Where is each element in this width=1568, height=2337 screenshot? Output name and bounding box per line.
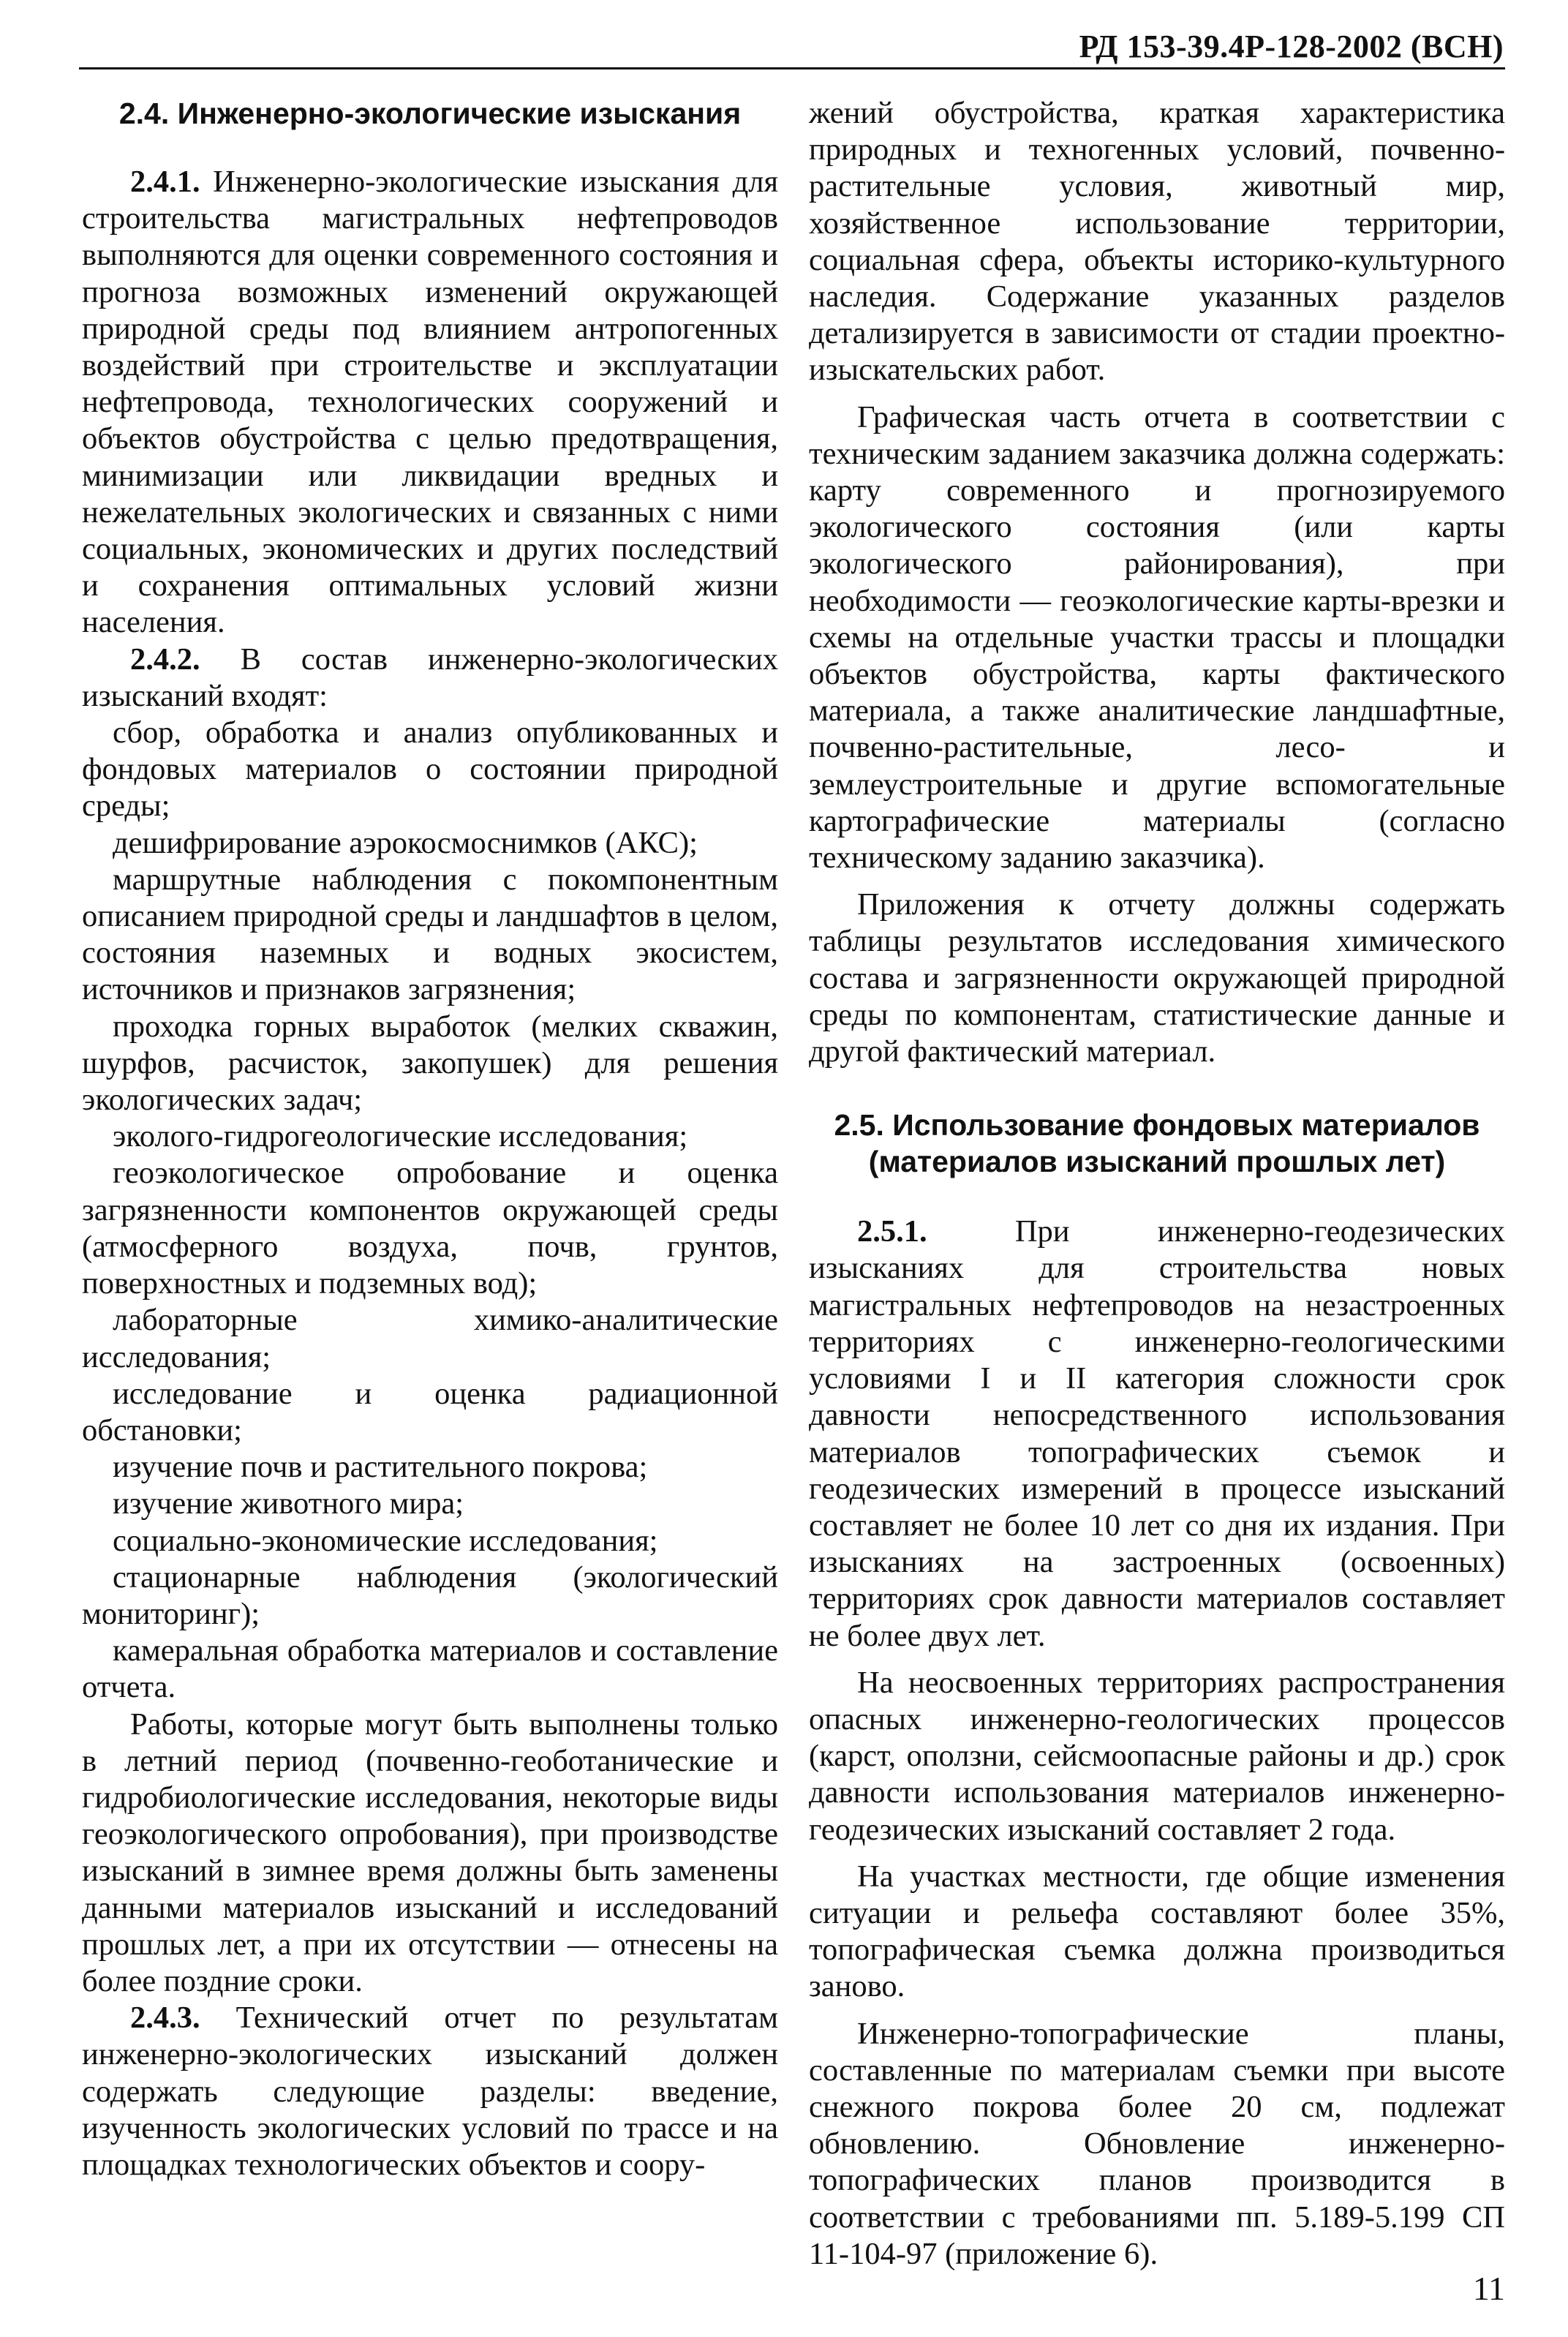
paragraph-continuation: жений обустройства, краткая характеристика природных и техногенных условий, почвенно-растительные условия, животный мир, хозяйственное использование территории, социальная сфера, объекты историко-культурного наследия. Содержание указанных разделов детализируется в зависимости от стадии проектно-изыскательских работ. [809,96,1505,388]
left-column [82,95,778,2183]
section-title-line: 2.5. Использование фондовых материалов [834,1108,1480,1143]
list-item: дешифрирование аэрокосмоснимков (АКС); [113,825,698,860]
clause-text: При инженерно-геодезических изысканиях для строительства новых магистральных нефтепроводов на незастроенных территориях с инженерно-геологическими условиями I и II категория сложности срок давности непосредственного использования материалов топографических съемок и геодезических измерений в процессе изысканий составляет не более 10 лет со дня их издания. При изысканиях на застроенных (освоенных) территориях срок давности материалов составляет не более двух лет. [809,1214,1505,1653]
section-title-2-5 [809,1107,1505,1180]
list-item: социально-экономические исследования; [113,1523,658,1558]
clause-number: 2.5.1. [857,1214,927,1249]
clause-text: Инженерно-экологические изыскания для строительства магистральных нефтепроводов выполняются для оценки современного состояния и прогноза возможных изменений окружающей природной среды под влиянием антропогенных воздействий при строительстве и эксплуатации нефтепровода, технологических сооружений и объектов обустройства с целью предотвращения, минимизации или ликвидации вредных и нежелательных экологических и связанных с ними социальных, экономических и других последствий и сохранения оптимальных условий жизни населения. [82,165,778,640]
list-item: лабораторные химико-аналитические исследования; [82,1303,778,1374]
section-title-2-4: 2.4. Инженерно-экологические изыскания [118,97,742,130]
clause-number: 2.4.3. [130,2001,200,2036]
header-rule [79,67,1505,69]
paragraph-changes: На участках местности, где общие изменения ситуации и рельефа составляют более 35%, топографическая съемка должна производиться заново. [809,1859,1505,2004]
list-item: эколого-гидрогеологические исследования; [113,1119,688,1154]
paragraph-plans: Инженерно-топографические планы, составленные по материалам съемки при высоте снежного покрова более 20 см, подлежат обновлению. Обновление инженерно-топографических планов производится в соответствии с требованиями пп. 5.189-5.199 СП 11-104-97 (приложение 6). [809,2016,1505,2271]
section-title-line: (материалов изысканий прошлых лет) [868,1145,1446,1179]
paragraph-works: Работы, которые могут быть выполнены только в летний период (почвенно-геоботанические и гидробиологические исследования, некоторые виды геоэкологического опробования), при производстве изысканий в зимнее время должны быть заменены данными материалов изысканий и исследований прошлых лет, а при их отсутствии — отнесены на более поздние сроки. [82,1706,778,1998]
paragraph-2-4-1 [82,164,778,641]
paragraph-2-4-2 [82,641,778,715]
list-item: маршрутные наблюдения с покомпонентным описанием природной среды и ландшафтов в целом, состояния наземных и водных экосистем, источников и признаков загрязнения; [82,862,778,1007]
clause-text: В состав инженерно-экологических изысканий входят: [82,641,778,713]
clause-number: 2.4.2. [130,641,200,677]
list-item: изучение почв и растительного покрова; [113,1450,648,1485]
document-code: РД 153-39.4Р-128-2002 (ВСН) [1079,29,1504,64]
page-number: 11 [1472,2270,1505,2307]
list-item: геоэкологическое опробование и оценка загрязненности компонентов окружающей среды (атмосферного воздуха, почв, грунтов, поверхностных и подземных вод); [82,1156,778,1301]
clause-number: 2.4.1. [130,165,200,199]
list-item: сбор, обработка и анализ опубликованных и фондовых материалов о состоянии природной среды; [82,715,778,824]
list-item: стационарные наблюдения (экологический мониторинг); [82,1559,778,1631]
right-column [809,95,1505,2273]
list-item: изучение животного мира; [113,1486,464,1521]
paragraph-2-5-1 [809,1213,1505,1654]
list-item: проходка горных выработок (мелких скважин, шурфов, расчисток, закопушек) для решения экологических задач; [82,1009,778,1118]
clause-text: Технический отчет по результатам инженерно-экологических изысканий должен содержать следующие разделы: введение, изученность экологических условий по трассе и на площадках технологических объектов и соору- [82,2001,778,2182]
paragraph-graphic-part: Графическая часть отчета в соответствии с техническим заданием заказчика должна содержать: карту современного и прогнозируемого экологического состояния (или карты экологического районирования), при необходимости — геоэкологические карты-врезки и схемы на отдельные участки трассы и площадки объектов обустройства, карты фактического материала, а также аналитические ландшафтные, почвенно-растительные, лесо- и землеустроительные и другие вспомогательные картографические материалы (согласно техническому заданию заказчика). [809,399,1505,876]
list-item: камеральная обработка материалов и составление отчета. [82,1633,778,1705]
paragraph-appendix: Приложения к отчету должны содержать таблицы результатов исследования химического состава и загрязненности окружающей природной среды по компонентам, статистические данные и другой фактический материал. [809,887,1505,1069]
list-item: исследование и оценка радиационной обстановки; [82,1376,778,1448]
paragraph-unmastered-territories: На неосвоенных территориях распространения опасных инженерно-геологических процессов (карст, оползни, сейсмоопасные районы и др.) срок давности использования материалов инженерно-геодезических изысканий составляет 2 года. [809,1665,1505,1847]
paragraph-2-4-3 [82,2000,778,2183]
